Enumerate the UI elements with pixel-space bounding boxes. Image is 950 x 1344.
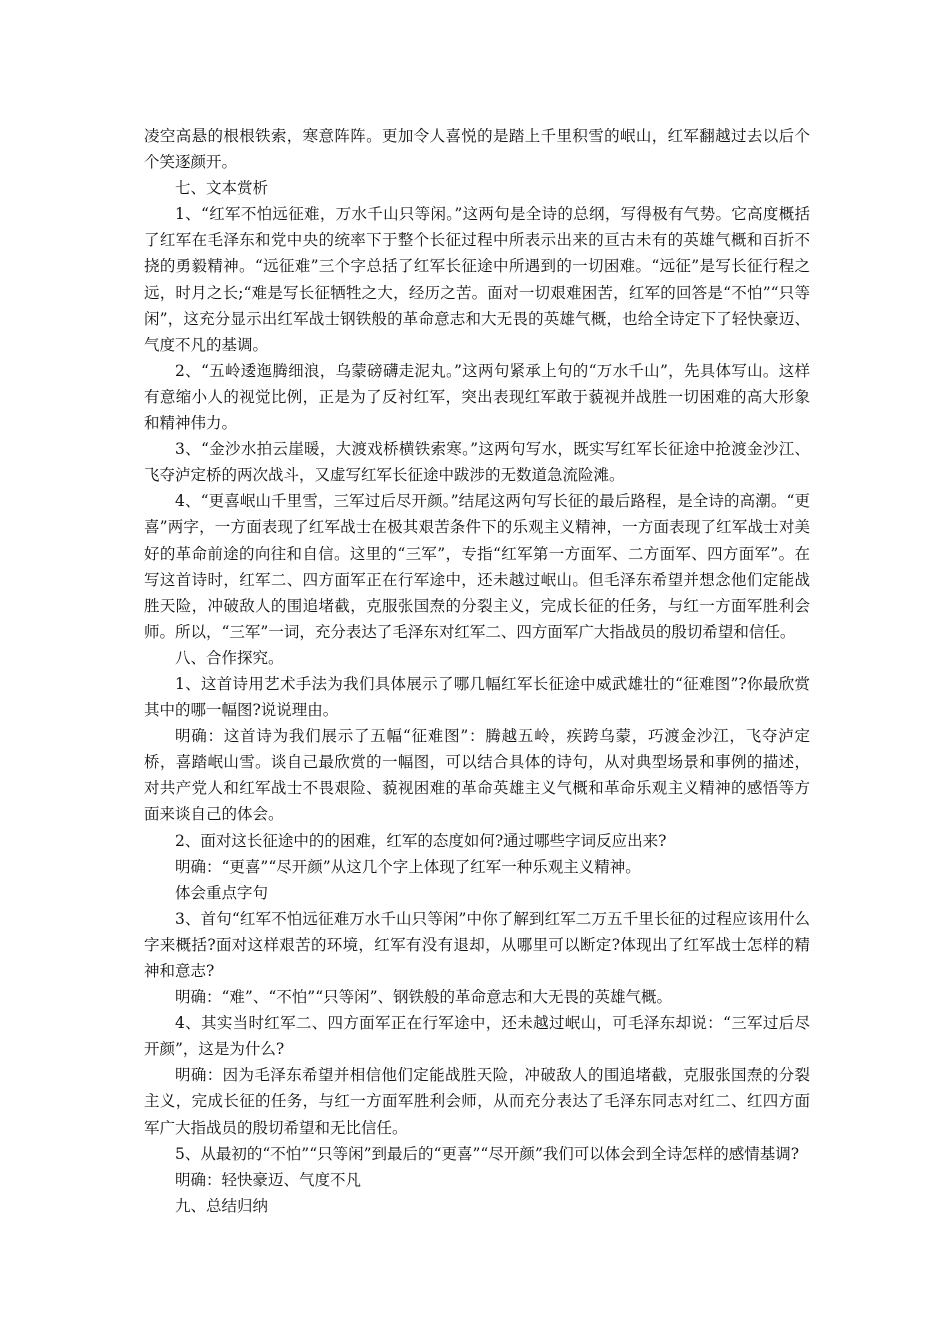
section-heading: 八、合作探究。 xyxy=(175,648,284,667)
paragraph: 凌空高悬的根根铁索，寒意阵阵。更加令人喜悦的是踏上千里积雪的岷山，红军翻越过去以后个个笑逐颜开。 xyxy=(144,127,810,172)
paragraph: 2、“五岭逶迤腾细浪，乌蒙磅礴走泥丸。”这两句紧承上句的“万水千山”，先具体写山。这样有意缩小人的视觉比例，正是为了反衬红军，突出表现红军敢于藐视并战胜一切困难的高大形象和精神伟力。 xyxy=(144,361,810,433)
answer: 明确：这首诗为我们展示了五幅“征难图”：腾越五岭，疾跨乌蒙，巧渡金沙江，飞夺泸定桥，喜踏岷山雪。谈自己最欣赏的一幅图，可以结合具体的诗句，从对典型场景和事例的描述，对共产党人和红军战士不畏艰险、藐视困难的革命英雄主义气概和革命乐观主义精神的感悟等方面来谈自己的体会。 xyxy=(144,727,810,824)
paragraph: 3、“金沙水拍云崖暖，大渡戏桥横铁索寒。”这两句写水，既实写红军长征途中抢渡金沙江、飞夺泸定桥的两次战斗，又虚写红军长征途中跋涉的无数道急流险滩。 xyxy=(144,440,810,485)
document-page xyxy=(144,123,810,1219)
answer: 明确：“难”、“不怕”“只等闲”、钢铁般的革命意志和大无畏的英雄气概。 xyxy=(175,988,673,1007)
subheading: 体会重点字句 xyxy=(175,883,269,902)
answer: 明确：因为毛泽东希望并相信他们定能战胜天险，冲破敌人的围追堵截，克服张国焘的分裂主义，完成长征的任务，与红一方面军胜利会师，从而充分表达了毛泽东同志对红二、红四方面军广大指战员的殷切希望和无比信任。 xyxy=(144,1066,810,1137)
answer: 明确：轻快豪迈、气度不凡 xyxy=(175,1170,362,1189)
question: 1、这首诗用艺术手法为我们具体展示了哪几幅红军长征途中威武雄壮的“征难图”?你最欣赏其中的哪一幅图?说说理由。 xyxy=(144,674,810,720)
question: 3、首句“红军不怕远征难万水千山只等闲”中你了解到红军二万五千里长征的过程应该用什么字来概括?面对这样艰苦的环境，红军有没有退却，从哪里可以断定?体现出了红军战士怎样的精神和意志? xyxy=(144,909,810,980)
question: 5、从最初的“不怕”“只等闲”到最后的“更喜”“尽开颜”我们可以体会到全诗怎样的感情基调? xyxy=(175,1144,800,1163)
paragraph: 4、“更喜岷山千里雪，三军过后尽开颜。”结尾这两句写长征的最后路程，是全诗的高潮。“更喜”两字，一方面表现了红军战士在极其艰苦条件下的乐观主义精神，一方面表现了红军战士对美好的革命前途的向往和自信。这里的“三军”，专指“红军第一方面军、二方面军、四方面军”。在写这首诗时，红军二、四方面军正在行军途中，还未越过岷山。但毛泽东希望并想念他们定能战胜天险，冲破敌人的围追堵截，克服张国焘的分裂主义，完成长征的任务，与红一方面军胜利会师。所以，“三军”一词，充分表达了毛泽东对红军二、四方面军广大指战员的殷切希望和信任。 xyxy=(144,492,810,641)
question: 2、面对这长征途中的的困难，红军的态度如何?通过哪些字词反应出来? xyxy=(175,831,667,850)
paragraph: 1、“红军不怕远征难，万水千山只等闲。”这两句是全诗的总纲，写得极有气势。它高度概括了红军在毛泽东和党中央的统率下于整个长征过程中所表示出来的亘古未有的英雄气概和百折不挠的勇毅精神。“远征难”三个字总括了红军长征途中所遇到的一切困难。“远征”是写长征行程之远，时月之长;“难是写长征牺牲之大，经历之苦。面对一切艰难困苦，红军的回答是“不怕”“只等闲”，这充分显示出红军战士钢铁般的革命意志和大无畏的英雄气概，也给全诗定下了轻快豪迈、气度不凡的基调。 xyxy=(144,205,810,354)
answer: 明确：“更喜”“尽开颜”从这几个字上体现了红军一种乐观主义精神。 xyxy=(175,857,641,876)
question: 4、其实当时红军二、四方面军正在行军途中，还未越过岷山，可毛泽东却说：“三军过后尽开颜”，这是为什么? xyxy=(144,1014,810,1059)
section-heading: 九、总结归纳 xyxy=(175,1196,269,1215)
section-heading: 七、文本赏析 xyxy=(175,179,269,198)
